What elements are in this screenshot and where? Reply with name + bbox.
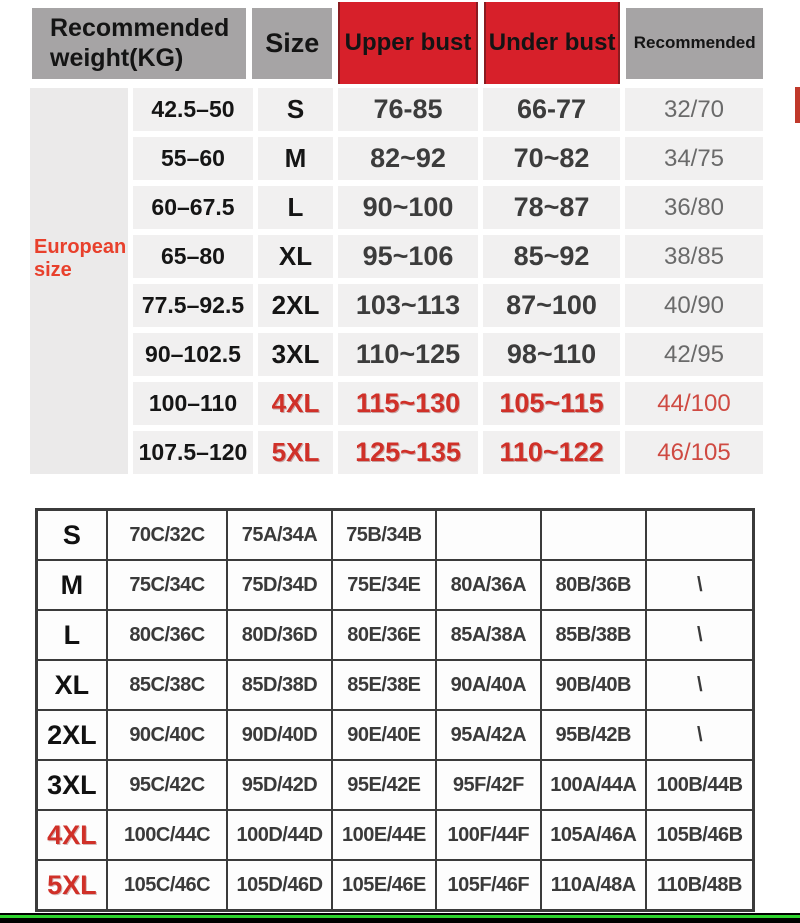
cup-cell: 85E/38E — [332, 660, 436, 710]
size-chart-body — [30, 88, 763, 474]
cup-cell: \ — [646, 710, 754, 760]
size-cell: 2XL — [258, 284, 333, 327]
under-bust-cell: 70~82 — [483, 137, 620, 180]
under-bust-cell: 105~115 — [483, 382, 620, 425]
cup-cell: 85C/38C — [107, 660, 228, 710]
cup-cell: 75E/34E — [332, 560, 436, 610]
under-bust-cell: 98~110 — [483, 333, 620, 376]
cup-cell: 95E/42E — [332, 760, 436, 810]
size-cell: 5XL — [258, 431, 333, 474]
row-size-label: 2XL — [37, 710, 107, 760]
cup-cell: 80D/36D — [227, 610, 331, 660]
weight-cell: 77.5–92.5 — [133, 284, 253, 327]
under-bust-cell: 110~122 — [483, 431, 620, 474]
cup-size-table — [35, 508, 755, 912]
cup-cell: 105C/46C — [107, 860, 228, 911]
cup-cell: 90E/40E — [332, 710, 436, 760]
under-bust-cell: 87~100 — [483, 284, 620, 327]
table-row — [37, 710, 754, 760]
cup-cell: 95F/42F — [436, 760, 540, 810]
cup-cell: 100A/44A — [541, 760, 646, 810]
upper-bust-cell: 82~92 — [338, 137, 478, 180]
table-row — [37, 760, 754, 810]
size-cell: M — [258, 137, 333, 180]
upper-bust-cell: 125~135 — [338, 431, 478, 474]
recommended-cell: 34/75 — [625, 137, 763, 180]
cup-cell: 90B/40B — [541, 660, 646, 710]
weight-cell: 60–67.5 — [133, 186, 253, 229]
cup-cell: 75C/34C — [107, 560, 228, 610]
cup-cell: 85A/38A — [436, 610, 540, 660]
table-row — [37, 560, 754, 610]
size-cell: 4XL — [258, 382, 333, 425]
header-under-bust: Under bust — [484, 2, 621, 84]
size-cell: XL — [258, 235, 333, 278]
bottom-green-line — [0, 915, 800, 918]
upper-bust-cell: 90~100 — [338, 186, 478, 229]
cup-cell: 110A/48A — [541, 860, 646, 911]
row-size-label: S — [37, 510, 107, 561]
cup-cell: 75A/34A — [227, 510, 331, 561]
cup-cell: 95D/42D — [227, 760, 331, 810]
cup-cell: 85B/38B — [541, 610, 646, 660]
cup-cell — [436, 510, 540, 561]
cup-cell: 90A/40A — [436, 660, 540, 710]
european-size-column — [30, 88, 128, 474]
european-size-label: European size — [34, 236, 127, 281]
weight-cell: 42.5–50 — [133, 88, 253, 131]
recommended-cell: 46/105 — [625, 431, 763, 474]
size-cell: L — [258, 186, 333, 229]
cup-cell: 100F/44F — [436, 810, 540, 860]
weight-cell: 107.5–120 — [133, 431, 253, 474]
table-row — [37, 810, 754, 860]
cup-cell: 95A/42A — [436, 710, 540, 760]
recommended-cell: 42/95 — [625, 333, 763, 376]
size-cell: 3XL — [258, 333, 333, 376]
cup-cell: 80B/36B — [541, 560, 646, 610]
row-size-label: XL — [37, 660, 107, 710]
cup-cell: 95B/42B — [541, 710, 646, 760]
table-row — [37, 510, 754, 561]
size-chart-header-row — [30, 2, 763, 84]
cup-cell: 100C/44C — [107, 810, 228, 860]
cup-cell — [541, 510, 646, 561]
upper-bust-cell: 115~130 — [338, 382, 478, 425]
row-size-label: 5XL — [37, 860, 107, 911]
cup-cell: 105F/46F — [436, 860, 540, 911]
under-bust-cell: 66-77 — [483, 88, 620, 131]
cup-cell: 80C/36C — [107, 610, 228, 660]
size-chart-table — [30, 2, 763, 474]
header-recommended: Recommended — [626, 8, 763, 79]
row-size-label: 3XL — [37, 760, 107, 810]
cup-cell: 75D/34D — [227, 560, 331, 610]
header-size: Size — [252, 8, 332, 79]
header-upper-bust: Upper bust — [338, 2, 478, 84]
row-size-label: L — [37, 610, 107, 660]
recommended-cell: 36/80 — [625, 186, 763, 229]
weight-cell: 55–60 — [133, 137, 253, 180]
red-edge-fragment — [795, 87, 800, 123]
weight-cell: 100–110 — [133, 382, 253, 425]
cup-cell: 100D/44D — [227, 810, 331, 860]
weight-cell: 90–102.5 — [133, 333, 253, 376]
cup-cell: 85D/38D — [227, 660, 331, 710]
upper-bust-cell: 95~106 — [338, 235, 478, 278]
upper-bust-cell: 103~113 — [338, 284, 478, 327]
cup-cell — [646, 510, 754, 561]
cup-cell: 100E/44E — [332, 810, 436, 860]
cup-cell: 75B/34B — [332, 510, 436, 561]
cup-cell: 110B/48B — [646, 860, 754, 911]
cup-cell: \ — [646, 660, 754, 710]
header-recommended-weight: Recommended weight(KG) — [32, 8, 246, 79]
recommended-cell: 44/100 — [625, 382, 763, 425]
cup-cell: 100B/44B — [646, 760, 754, 810]
cup-cell: 80E/36E — [332, 610, 436, 660]
cup-table-body — [37, 510, 754, 911]
cup-cell: 105B/46B — [646, 810, 754, 860]
table-row — [37, 660, 754, 710]
row-size-label: M — [37, 560, 107, 610]
cup-cell: 80A/36A — [436, 560, 540, 610]
upper-bust-cell: 76-85 — [338, 88, 478, 131]
recommended-cell: 40/90 — [625, 284, 763, 327]
row-size-label: 4XL — [37, 810, 107, 860]
table-row — [37, 610, 754, 660]
under-bust-cell: 78~87 — [483, 186, 620, 229]
cup-cell: 105E/46E — [332, 860, 436, 911]
upper-bust-cell: 110~125 — [338, 333, 478, 376]
cup-cell: 90C/40C — [107, 710, 228, 760]
size-cell: S — [258, 88, 333, 131]
cup-cell: 70C/32C — [107, 510, 228, 561]
cup-cell: 90D/40D — [227, 710, 331, 760]
table-row — [37, 860, 754, 911]
cup-cell: \ — [646, 610, 754, 660]
cup-cell: 95C/42C — [107, 760, 228, 810]
weight-cell: 65–80 — [133, 235, 253, 278]
recommended-cell: 38/85 — [625, 235, 763, 278]
bottom-black-strip — [0, 913, 800, 923]
size-rows — [133, 88, 763, 474]
under-bust-cell: 85~92 — [483, 235, 620, 278]
cup-cell: \ — [646, 560, 754, 610]
recommended-cell: 32/70 — [625, 88, 763, 131]
cup-cell: 105A/46A — [541, 810, 646, 860]
cup-cell: 105D/46D — [227, 860, 331, 911]
